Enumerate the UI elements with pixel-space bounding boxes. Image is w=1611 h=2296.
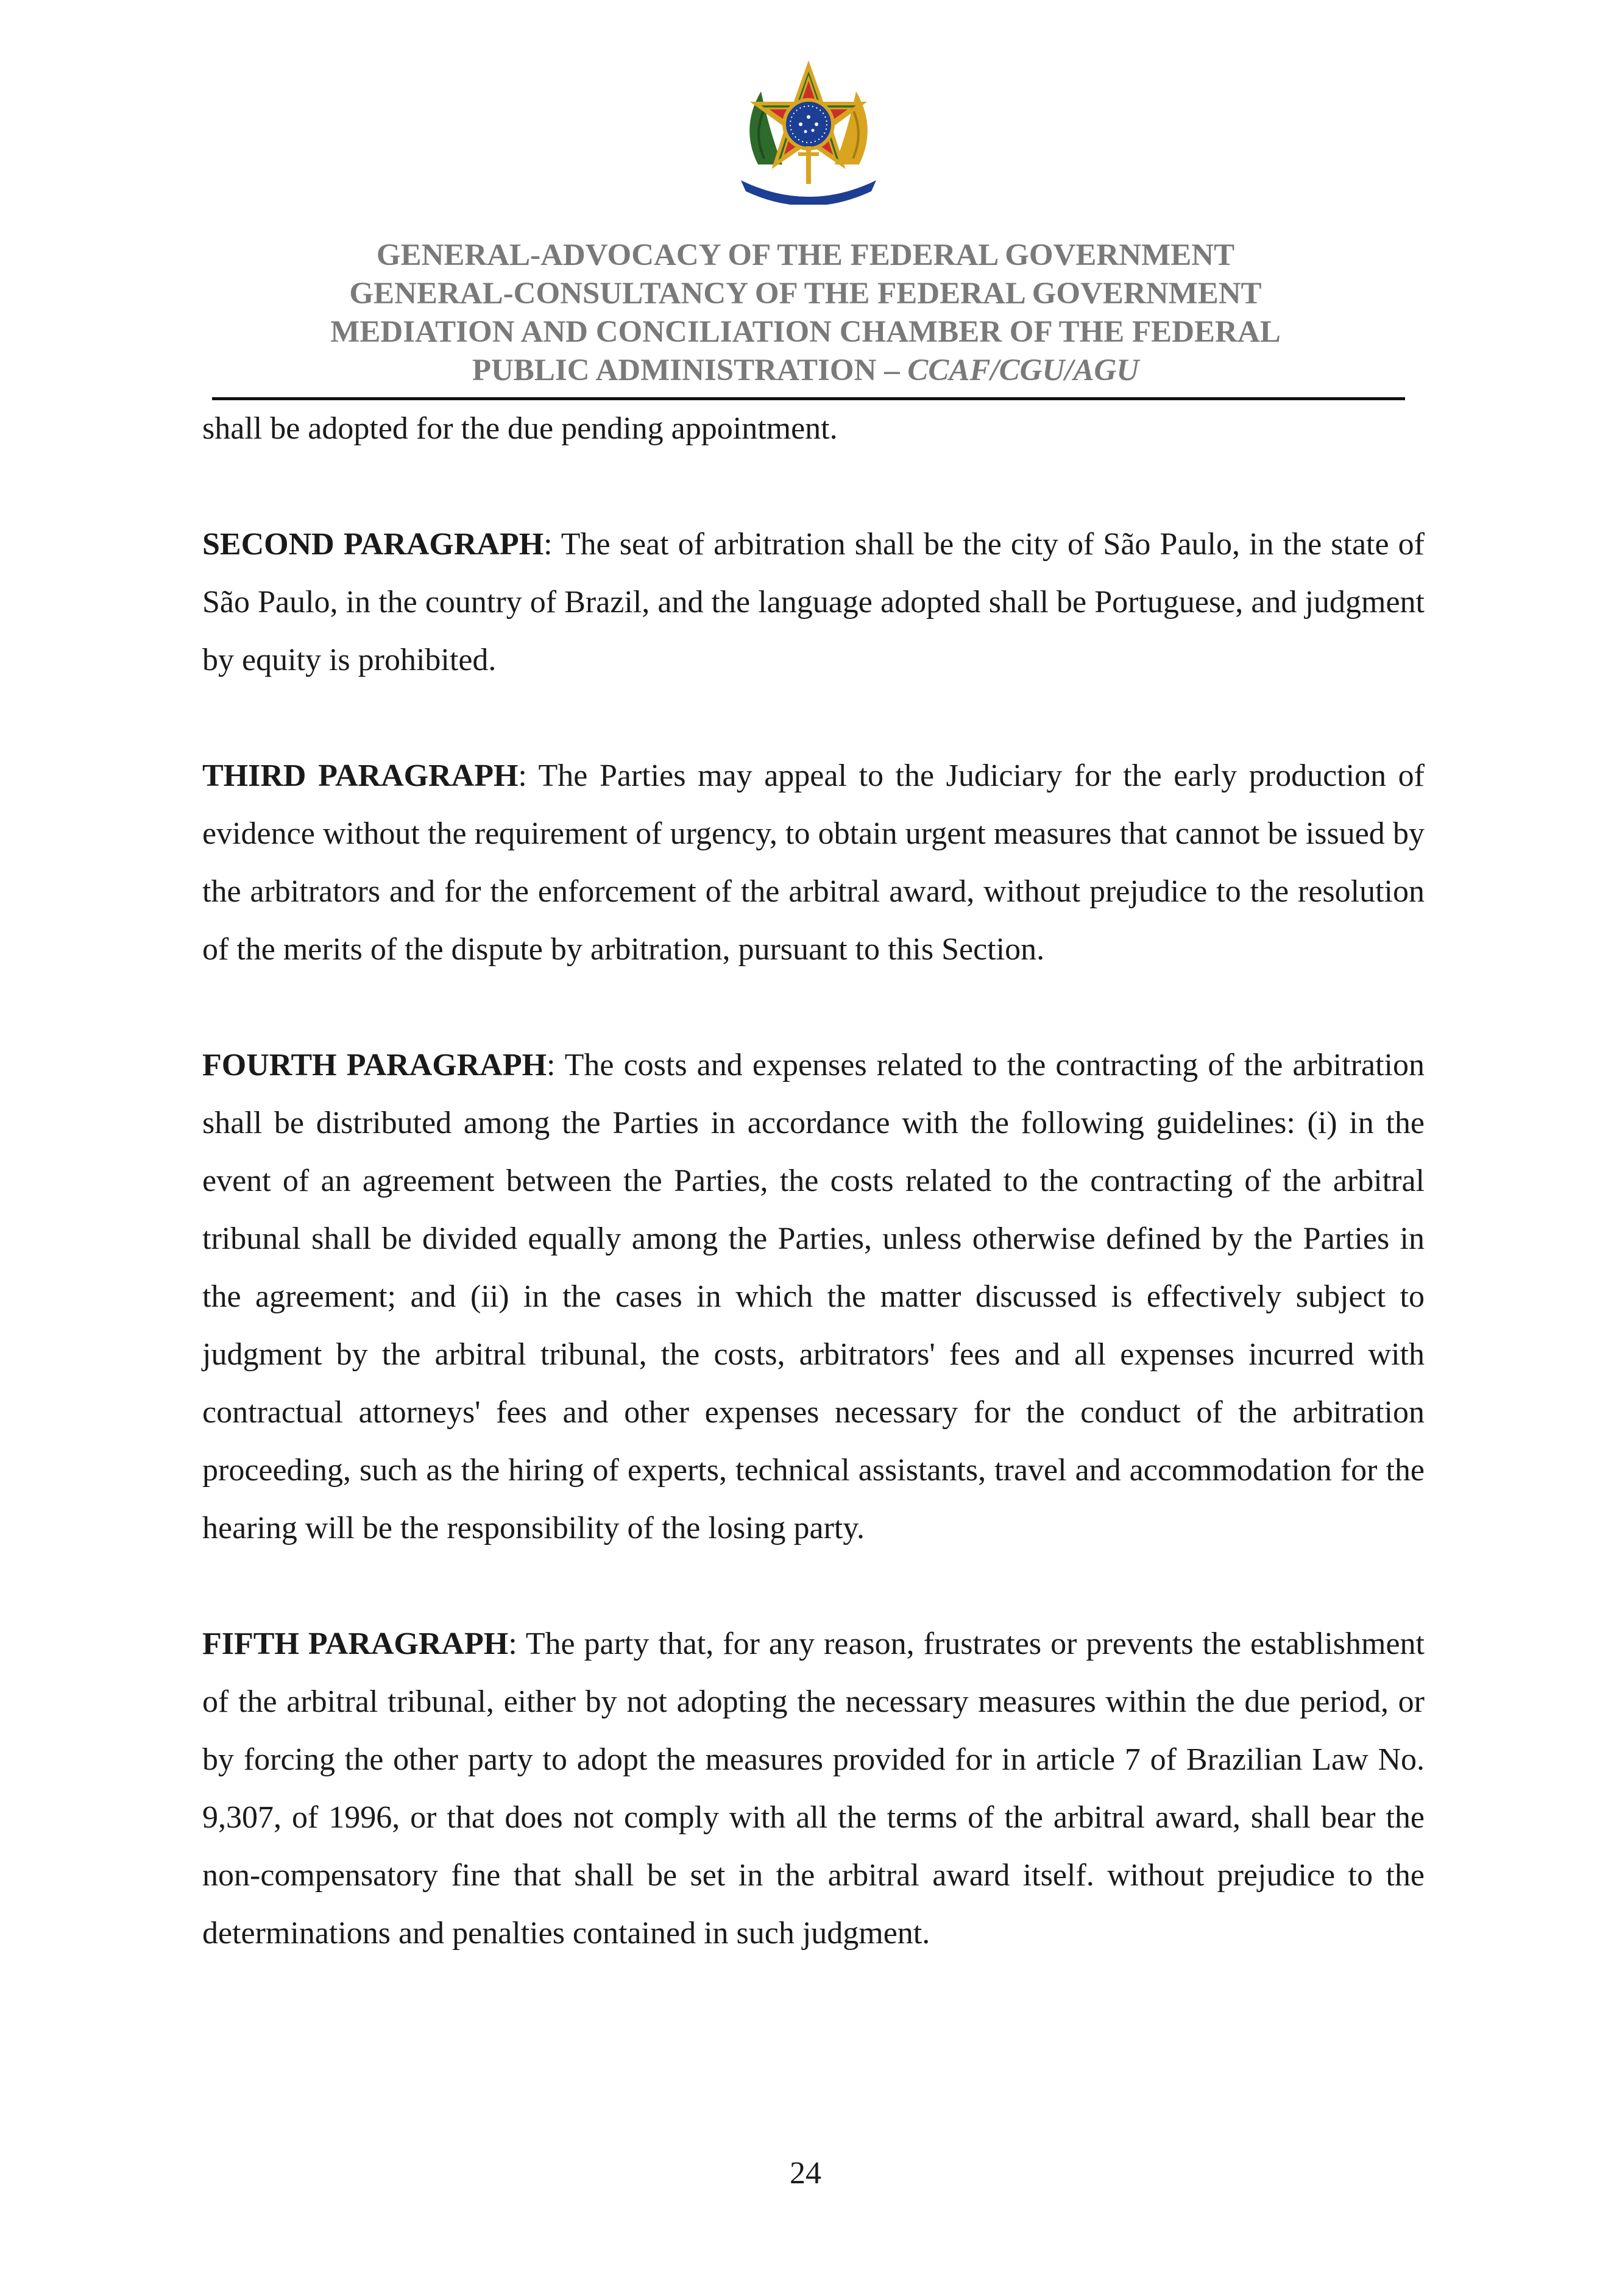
header-administration-line [183, 351, 1428, 390]
paragraph-fourth [202, 1036, 1425, 1557]
paragraph-label: FOURTH PARAGRAPH [202, 1048, 547, 1083]
header-agency-line: GENERAL-ADVOCACY OF THE FEDERAL GOVERNMENT [376, 238, 1235, 272]
coat-of-arms-icon [734, 61, 883, 205]
paragraph-fifth [202, 1615, 1425, 1962]
header-administration-text: PUBLIC ADMINISTRATION – [472, 353, 908, 387]
paragraph-third [202, 747, 1425, 978]
paragraph-label: SECOND PARAGRAPH [202, 527, 544, 562]
paragraph-text: : The seat of arbitration shall be the city of São Paulo, in the state of São Paulo, in the country of Brazil, and the language adopted shall be Portuguese, and judgment by equity is prohibited. [202, 527, 1425, 677]
paragraph-text: : The party that, for any reason, frustrates or prevents the establishment of the arbitral tribunal, either by not adopting the necessary measures within the due period, or by forcing the other party to adopt the measures provided for in article 7 of Brazilian Law No. 9,307, of 1996, or that does not comply with all the terms of the arbitral award, shall bear the non-compensatory fine that shall be set in the arbitral award itself. without prejudice to the determinations and penalties contained in such judgment. [202, 1627, 1425, 1951]
header-chamber-line: MEDIATION AND CONCILIATION CHAMBER OF THE FEDERAL [330, 315, 1281, 349]
header-consultancy-line: GENERAL-CONSULTANCY OF THE FEDERAL GOVERNMENT [349, 277, 1262, 311]
paragraph-second [202, 515, 1425, 689]
header-acronym: CCAF/CGU/AGU [907, 353, 1139, 387]
document-header [183, 236, 1428, 390]
document-body [202, 400, 1425, 2020]
paragraph-label: FIFTH PARAGRAPH [202, 1627, 509, 1661]
continuation-text: shall be adopted for the due pending appointment. [202, 411, 838, 446]
page-number: 24 [790, 2156, 821, 2191]
paragraph-text: : The costs and expenses related to the contracting of the arbitration shall be distributed among the Parties in accordance with the following guidelines: (i) in the event of an agreement between the Parties, the costs related to the contracting of the arbitral tribunal shall be divided equally among the Parties, unless otherwise defined by the Parties in the agreement; and (ii) in the cases in which the matter discussed is effectively subject to judgment by the arbitral tribunal, the costs, arbitrators' fees and all expenses incurred with contractual attorneys' fees and other expenses necessary for the conduct of the arbitration proceeding, such as the hiring of experts, technical assistants, travel and accommodation for the hearing will be the responsibility of the losing party. [202, 1048, 1425, 1545]
paragraph-label: THIRD PARAGRAPH [202, 758, 519, 793]
paragraph-text: : The Parties may appeal to the Judiciary for the early production of evidence without the requirement of urgency, to obtain urgent measures that cannot be issued by the arbitrators and for the enforcement of the arbitral award, without prejudice to the resolution of the merits of the dispute by arbitration, pursuant to this Section. [202, 758, 1425, 967]
